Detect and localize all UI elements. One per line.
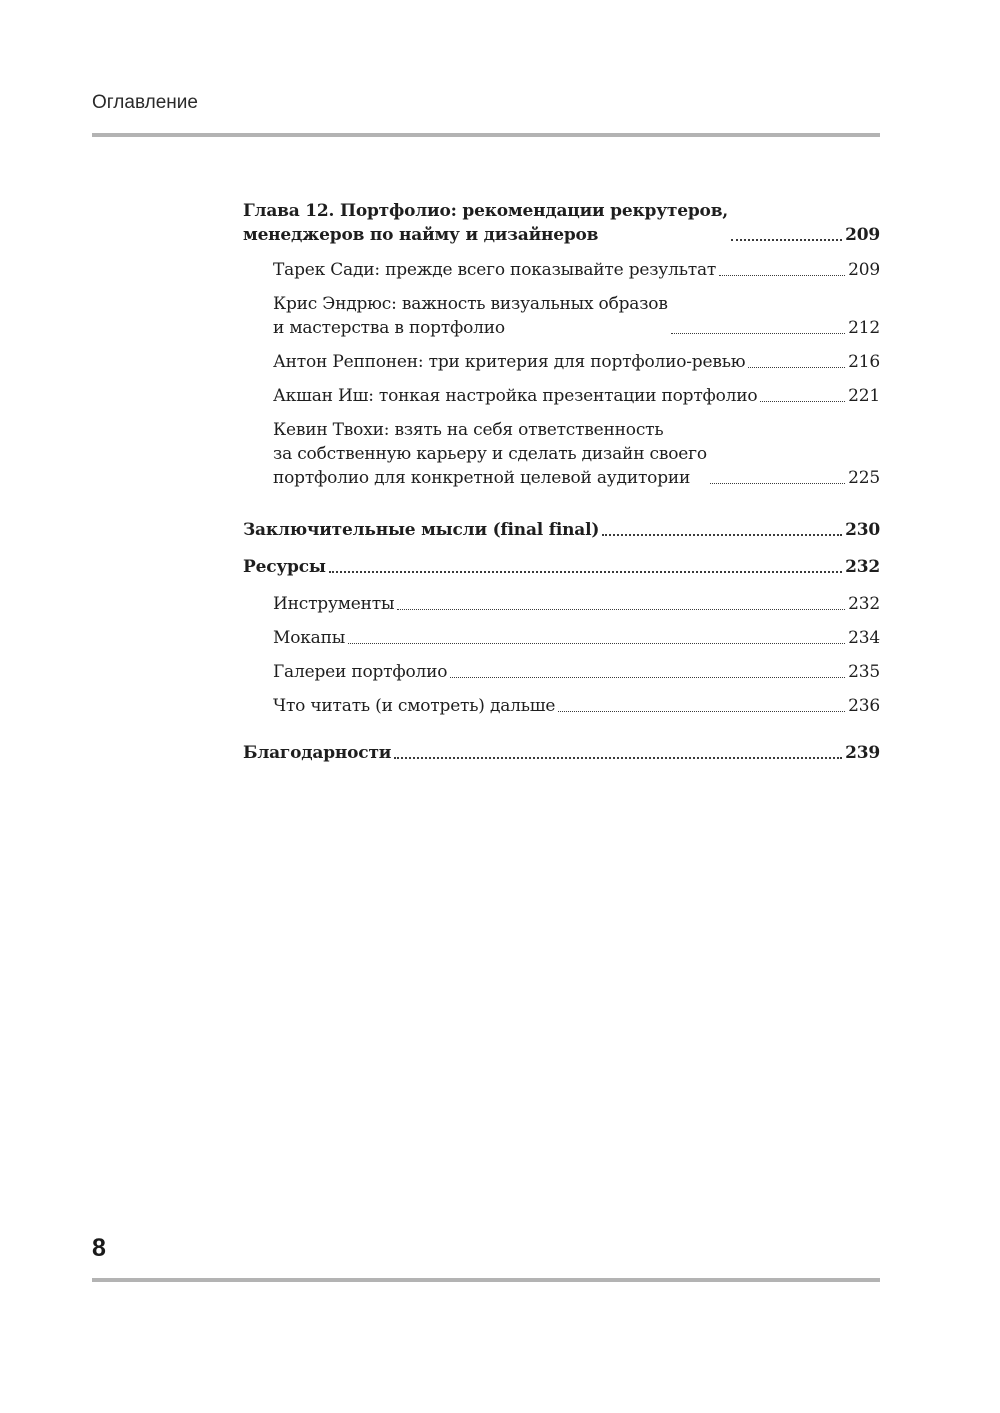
running-head: Оглавление <box>92 92 198 113</box>
dot-leader <box>397 609 845 610</box>
dot-leader <box>394 757 842 759</box>
toc-entry-tarek-sadi[interactable] <box>243 258 880 282</box>
toc-entry-title: Тарек Сади: прежде всего показывайте результат <box>273 260 717 280</box>
toc-entry-page: 232 <box>848 594 880 614</box>
toc-entry-tools[interactable] <box>243 592 880 616</box>
toc-entry-mockups[interactable] <box>243 626 880 650</box>
toc-entry-acknowledgements[interactable] <box>243 741 880 765</box>
toc-entry-final-thoughts[interactable] <box>243 518 880 542</box>
dot-leader <box>748 367 845 368</box>
toc-entry-portfolio-galleries[interactable] <box>243 660 880 684</box>
toc-entry-title: Инструменты <box>273 594 395 614</box>
toc-entry-page: 225 <box>848 468 880 488</box>
toc-entry-chapter-12[interactable] <box>243 199 880 247</box>
dot-leader <box>719 275 845 276</box>
dot-leader <box>760 401 845 402</box>
toc-entry-title: Крис Эндрюс: важность визуальных образов и мастерства в портфолио <box>273 294 668 338</box>
toc-entry-title: Что читать (и смотреть) дальше <box>273 696 556 716</box>
toc-entry-resources[interactable] <box>243 555 880 579</box>
toc-entry-title: Благодарности <box>243 743 392 763</box>
toc-entry-title: Кевин Твохи: взять на себя ответственность за собственную карьеру и сделать дизайн своего портфолио для конкретной целевой аудитории <box>273 420 707 488</box>
toc-entry-title: Акшан Иш: тонкая настройка презентации портфолио <box>273 386 758 406</box>
toc-entry-page: 212 <box>848 318 880 338</box>
dot-leader <box>558 711 845 712</box>
dot-leader <box>671 333 845 334</box>
dot-leader <box>731 239 842 241</box>
toc-entry-page: 235 <box>848 662 880 682</box>
toc-entry-page: 239 <box>845 743 880 763</box>
footer-rule <box>92 1278 880 1282</box>
dot-leader <box>348 643 845 644</box>
toc-entry-page: 216 <box>848 352 880 372</box>
dot-leader <box>602 534 842 536</box>
toc-entry-page: 236 <box>848 696 880 716</box>
toc-entry-page: 232 <box>845 557 880 577</box>
toc-entry-page: 209 <box>845 225 880 245</box>
header-rule <box>92 133 880 137</box>
table-of-contents <box>243 199 880 765</box>
toc-entry-title: Глава 12. Портфолио: рекомендации рекрутеров, менеджеров по найму и дизайнеров <box>243 201 729 245</box>
dot-leader <box>329 571 842 573</box>
dot-leader <box>710 483 845 484</box>
toc-entry-title: Ресурсы <box>243 557 326 577</box>
toc-entry-further-reading[interactable] <box>243 694 880 718</box>
toc-entry-title: Мокапы <box>273 628 346 648</box>
toc-entry-page: 221 <box>848 386 880 406</box>
toc-entry-title: Антон Реппонен: три критерия для портфолио-ревью <box>273 352 746 372</box>
toc-entry-akshan-ish[interactable] <box>243 384 880 408</box>
toc-entry-page: 234 <box>848 628 880 648</box>
toc-entry-chris-andrews[interactable] <box>243 292 880 340</box>
toc-entry-title: Галереи портфолио <box>273 662 448 682</box>
dot-leader <box>450 677 845 678</box>
toc-entry-anton-repponen[interactable] <box>243 350 880 374</box>
toc-entry-page: 230 <box>845 520 880 540</box>
toc-entry-page: 209 <box>848 260 880 280</box>
toc-entry-kevin-twohy[interactable] <box>243 418 880 490</box>
page-number: 8 <box>92 1234 106 1262</box>
toc-entry-title: Заключительные мысли (final final) <box>243 520 600 540</box>
